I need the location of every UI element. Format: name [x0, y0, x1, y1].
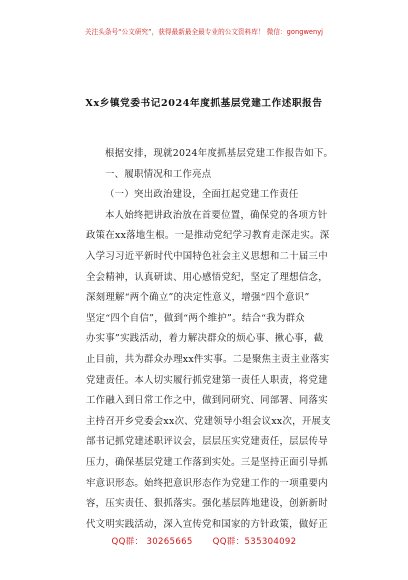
body-line: 主持召开乡党委会xx次、党建领导小组会议xx次，开展支	[86, 415, 331, 427]
body-line: 容，压实责任、狠抓落实。强化基层阵地建设，创新新时	[86, 498, 328, 510]
body-line: 代文明实践活动，深入宣传党和国家的方针政策，做好正	[86, 518, 328, 530]
body-line: 压力，确保基层党建工作落到实处。三是坚持正面引导抓	[86, 456, 328, 468]
promo-banner: 关注头条号“公文研究”，获得最新最全最专业的公文资料库！ 微信：gongwenyj	[84, 28, 324, 36]
body-line: 入学习习近平新时代中国特色社会主义思想和二十届三中	[86, 250, 328, 262]
body-line: 牢意识形态。始终把意识形态作为党建工作的一项重要内	[86, 477, 328, 489]
body-line: 全会精神，认真研读、用心感悟党纪，坚定了理想信念，	[86, 271, 328, 283]
body-line: 坚定“四个自信”，做到“两个维护”。结合“我为群众	[86, 312, 305, 324]
subsection-heading: （一）突出政治建设，全面扛起党建工作责任	[105, 189, 299, 201]
body-line: 本人始终把讲政治放在首要位置，确保党的各项方针	[105, 209, 328, 221]
qq-group-footer	[0, 535, 408, 547]
body-line: 政策在xx落地生根。一是推动党纪学习教育走深走实。深	[86, 230, 330, 242]
body-line: 深刻理解“两个确立”的决定性意义，增强“四个意识”	[86, 292, 310, 304]
body-text	[86, 144, 334, 535]
qq-group-right: QQ群：535304092	[212, 537, 297, 547]
body-line: 止目前，共为群众办理xx件实事。二是聚焦主责主业落实	[86, 353, 330, 365]
body-line: 党建责任。本人切实履行抓党建第一责任人职责，将党建	[86, 374, 328, 386]
document-title: Xx乡镇党委书记2024年度抓基层党建工作述职报告	[85, 98, 323, 109]
body-line: 部书记抓党建述职评议会，层层压实党建责任，层层传导	[86, 436, 328, 448]
section-heading: 一、履职情况和工作亮点	[105, 168, 212, 180]
body-line: 根据安排，现就2024年度抓基层党建工作报告如下。	[105, 148, 334, 159]
qq-group-left: QQ群： 30265665	[111, 537, 193, 547]
body-line: 工作融入到日常工作之中，做到同研究、同部署、同落实	[86, 395, 328, 407]
document-body	[86, 144, 334, 535]
body-line: 办实事”实践活动，着力解决群众的烦心事、揪心事，截	[86, 333, 324, 345]
